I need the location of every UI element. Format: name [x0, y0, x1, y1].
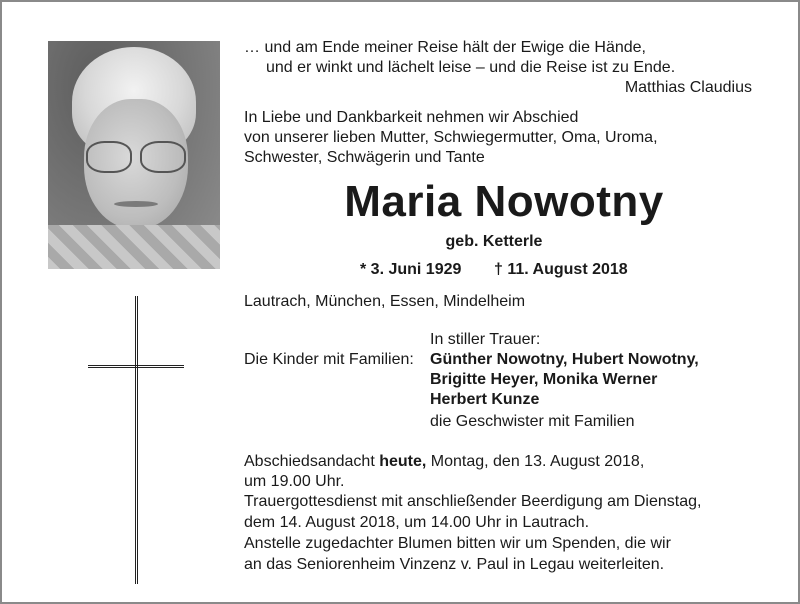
service-line-2: um 19.00 Uhr. [244, 473, 345, 490]
service-line-5: Anstelle zugedachter Blumen bitten wir um Spenden, die wir [244, 535, 671, 552]
cross-icon [135, 296, 138, 584]
mourners-line-2: Brigitte Heyer, Monika Werner [430, 371, 658, 388]
service-line-1-pre: Abschiedsandacht [244, 453, 380, 470]
death-date: † 11. August 2018 [494, 261, 628, 278]
quote-line-1: … und am Ende meiner Reise hält der Ewige die Hände, [244, 39, 646, 56]
mourners-label: Die Kinder mit Familien: [244, 351, 414, 368]
service-line-1-bold: heute, [379, 453, 427, 470]
mourners-line-3: Herbert Kunze [430, 391, 540, 408]
intro-line-2: von unserer lieben Mutter, Schwiegermutter, Oma, Uroma, [244, 129, 658, 146]
service-line-3: Trauergottesdienst mit anschließender Beerdigung am Dienstag, [244, 493, 702, 510]
intro-line-3: Schwester, Schwägerin und Tante [244, 149, 485, 166]
birth-date: * 3. Juni 1929 [360, 261, 462, 278]
intro-line-1: In Liebe und Dankbarkeit nehmen wir Abschied [244, 109, 579, 126]
mourners-header: In stiller Trauer: [430, 331, 541, 348]
quote-line-2: und er winkt und lächelt leise – und die Reise ist zu Ende. [266, 59, 676, 76]
service-line-1 [244, 452, 644, 471]
mourners-line-1: Günther Nowotny, Hubert Nowotny, [430, 351, 699, 368]
quote-author: Matthias Claudius [624, 79, 752, 96]
portrait-photo [48, 41, 220, 269]
service-line-1-post: Montag, den 13. August 2018, [426, 453, 645, 470]
service-line-6: an das Seniorenheim Vinzenz v. Paul in Legau weiterleiten. [244, 556, 665, 573]
service-line-4: dem 14. August 2018, um 14.00 Uhr in Lautrach. [244, 514, 590, 531]
places: Lautrach, München, Essen, Mindelheim [244, 293, 526, 310]
maiden-name: geb. Ketterle [445, 233, 543, 250]
cross-bar [88, 365, 184, 368]
deceased-name: Maria Nowotny [344, 177, 664, 226]
mourners-line-4: die Geschwister mit Familien [430, 413, 635, 430]
